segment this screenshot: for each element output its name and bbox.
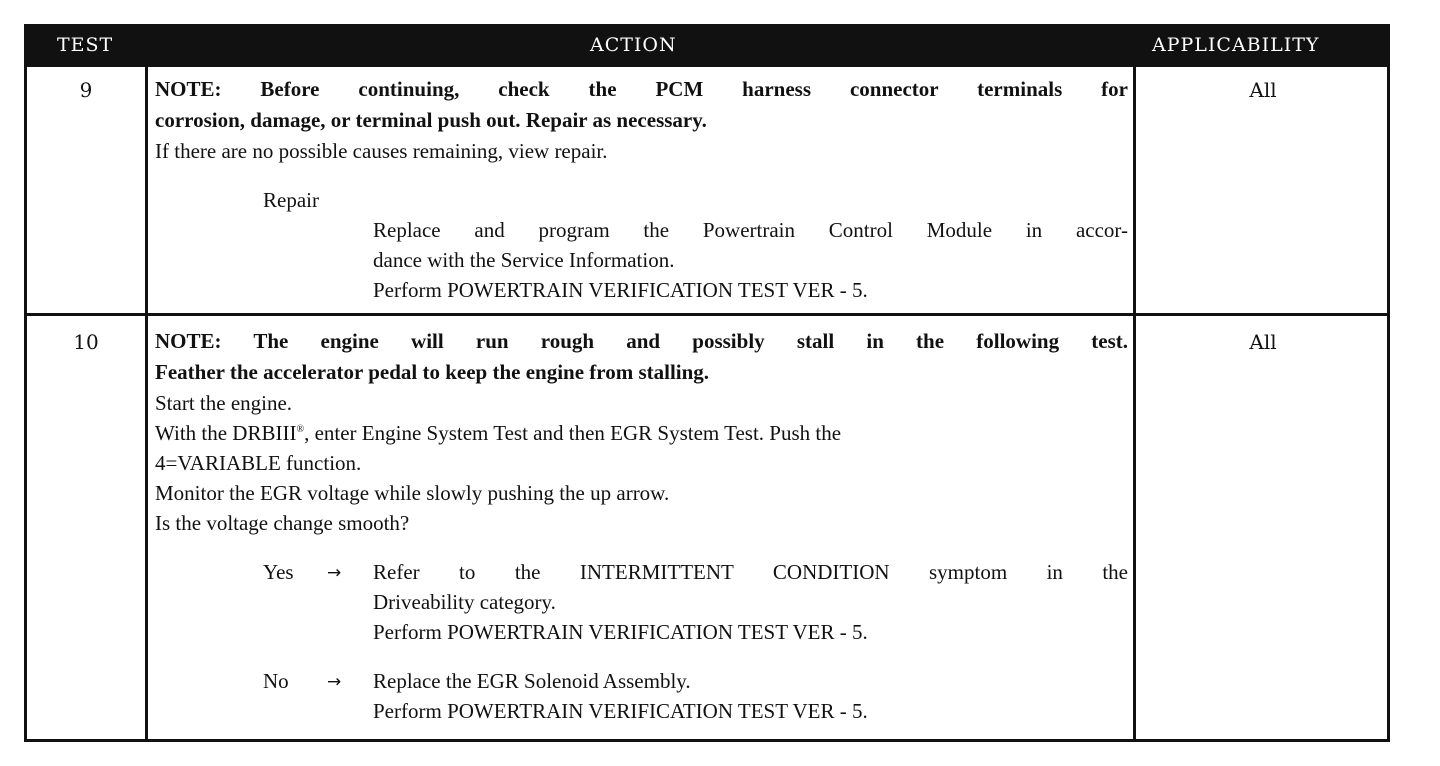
yes-label: Yes — [263, 560, 294, 584]
diagnostic-test-table — [24, 24, 1390, 742]
no-line: Replace the EGR Solenoid Assembly. — [373, 669, 691, 693]
instruction-line — [155, 421, 1128, 446]
yes-line: Refer to the INTERMITTENT CONDITION symptom in the — [373, 560, 1128, 584]
table-header — [27, 27, 1387, 67]
test-number: 10 — [73, 330, 99, 354]
instruction-line: Start the engine. — [155, 391, 293, 415]
instruction-line: Monitor the EGR voltage while slowly pushing the up arrow. — [155, 481, 670, 505]
applicability-value: All — [1249, 78, 1277, 102]
note-line: Feather the accelerator pedal to keep the engine from stalling. — [155, 360, 710, 384]
yes-line: Perform POWERTRAIN VERIFICATION TEST VER - 5. — [373, 620, 868, 644]
header-test: TEST — [57, 34, 114, 56]
test-number: 9 — [79, 78, 93, 102]
column-divider — [145, 67, 148, 739]
right-arrow-icon: → — [327, 563, 342, 583]
note-line: NOTE: The engine will run rough and possibly stall in the following test. — [155, 329, 1128, 353]
header-applicability: APPLICABILITY — [1152, 34, 1320, 56]
instruction-text: With the DRBIII — [155, 421, 297, 445]
instruction-line: Is the voltage change smooth? — [155, 511, 410, 535]
header-action: ACTION — [590, 34, 677, 56]
row-divider — [27, 313, 1387, 316]
repair-line: Perform POWERTRAIN VERIFICATION TEST VER - 5. — [373, 278, 868, 302]
no-label: No — [263, 669, 289, 693]
yes-line: Driveability category. — [373, 590, 556, 614]
repair-line: dance with the Service Information. — [373, 248, 675, 272]
column-divider — [1133, 67, 1136, 739]
repair-line: Replace and program the Powertrain Control Module in accor- — [373, 218, 1128, 242]
registered-mark: ® — [296, 424, 305, 435]
note-line: corrosion, damage, or terminal push out. Repair as necessary. — [155, 108, 707, 132]
applicability-value: All — [1249, 330, 1277, 354]
instruction-line: If there are no possible causes remaining, view repair. — [155, 139, 608, 163]
repair-label: Repair — [263, 188, 319, 212]
no-line: Perform POWERTRAIN VERIFICATION TEST VER - 5. — [373, 699, 868, 723]
note-line: NOTE: Before continuing, check the PCM harness connector terminals for — [155, 77, 1128, 101]
right-arrow-icon: → — [327, 672, 342, 692]
instruction-text: , enter Engine System Test and then EGR System Test. Push the — [304, 421, 842, 445]
instruction-line: 4=VARIABLE function. — [155, 451, 362, 475]
